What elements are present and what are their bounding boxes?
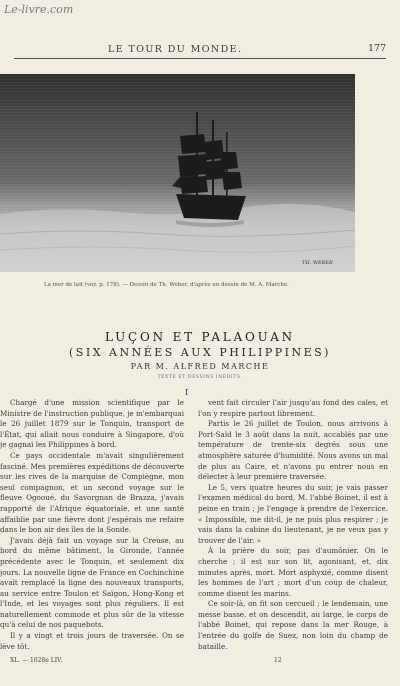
- author-line: PAR M. ALFRED MARCHE: [130, 362, 270, 371]
- illustration-caption: La mer de lait (voy. p. 178). — Dessin de Th. Weber, d'après un dessin de M. A. Marche.: [44, 282, 289, 288]
- engraver-signature: TH. WEBER: [302, 260, 333, 266]
- paragraph: Chargé d'une mission scientifique par le Ministre de l'instruction publique, je m'embarquai le 26 juillet 1879 sur le Tonquin, transport de l'État, qui allait nous conduire à Singapore, d'où je gagnai les Philippines à bord.: [0, 398, 184, 450]
- footer-signature: XL. — 1028e LIV.: [10, 657, 63, 664]
- left-column: [0, 398, 184, 660]
- article-title: LUÇON ET PALAOUAN: [105, 330, 295, 344]
- paragraph: J'avais déjà fait un voyage sur la Creuse, au bord du même bâtiment, la Gironde, l'année précédente avec le Tonquin, et seulement dix jours. La nouvelle ligne de France en Cochinchine avait remplacé la ligne des nouveaux transports, au service entre Toulon et Saïgon, Hong-Kong et l'Inde, et les voyages sont plus réguliers. Il est naturellement commode et plus sûr de la vitesse qu'à celui de nos paquebots.: [0, 535, 184, 630]
- right-column: [198, 398, 388, 660]
- page-number: 177: [368, 43, 387, 54]
- running-head: LE TOUR DU MONDE.: [108, 44, 243, 55]
- paragraph: Il y a vingt et trois jours de traversée. On se lève tôt.: [0, 631, 184, 651]
- footer-sheet-number: 12: [274, 657, 282, 664]
- paragraph: Ce soir-là, on fit son cercueil ; le lendemain, une messe basse, et on descendit, au large, le corps de l'abbé Boinet, qui repose dans la mer Rouge, à l'entrée du golfe de Suez, non loin du champ de bataille.: [198, 599, 388, 651]
- watermark: Le-livre.com: [4, 3, 74, 16]
- paragraph: Ce pays occidentale m'avait singulièrement fasciné. Mes premières expéditions de découverte sur les rives de la marquise de Compiègne, mon seul compagnon, et un second voyage sur le fleuve Ogooué, du Savorgnan de Brazza, j'avais rapporté de l'Afrique équatoriale, et une santé affaiblie par une fièvre dont j'espérais me refaire dans le bon air des îles de la Sonde.: [0, 450, 184, 535]
- section-number: I: [185, 388, 189, 397]
- engraving-illustration: [0, 74, 355, 272]
- text-note: TEXTE ET DESSINS INÉDITS.: [157, 375, 243, 380]
- ship-at-sea-engraving: [0, 74, 355, 272]
- sailing-ship: [172, 112, 246, 220]
- paragraph: À la prière du soir, pas d'aumônier. On le cherche ; il est sur son lit, agonisant, et, dix minutes après, mort. Mort asphyxié, comme disent les hommes de l'art ; mort d'un coup de chaleur, comme disent les marins.: [198, 546, 388, 598]
- header-rule: [14, 58, 386, 59]
- paragraph: vent fait circuler l'air jusqu'au fond des cales, et l'on y respire partout librement.: [198, 398, 388, 418]
- article-subtitle: (SIX ANNÉES AUX PHILIPPINES): [69, 346, 331, 359]
- paragraph: Le 5, vers quatre heures du soir, je vais passer l'examen médical du bord, M. l'abbé Boinet, il est à peine en train ; je l'engage à prendre de l'exercice. « Impossible, me dit-il, je ne puis plus respirer ; je vais dans la cabine du lieutenant, je ne veux pas y trouver de l'air. »: [198, 482, 388, 545]
- paragraph: Partis le 26 juillet de Toulon, nous arrivons à Port-Saïd le 3 août dans la nuit, accablés par une température de trente-six degrés sous une atmosphère saturée d'humidité. Nous avons un mal de plus au Caire, et n'avons pu entrer nous en délecter à leur première traversée.: [198, 419, 388, 482]
